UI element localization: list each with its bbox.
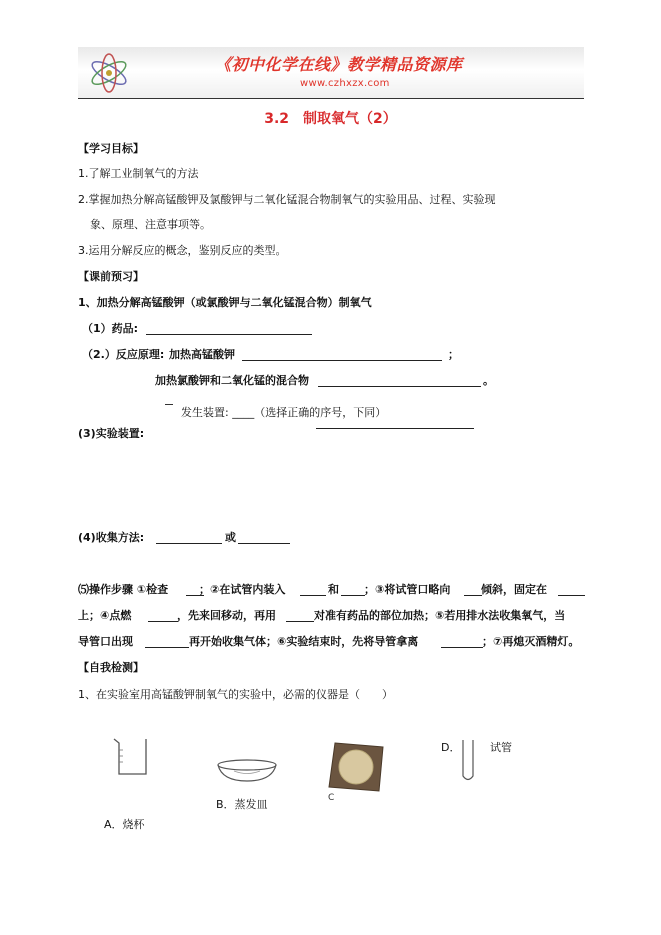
steps-line1-seg1: ⑸操作步骤 ①检查 [78, 583, 169, 596]
drugs-blank [146, 334, 312, 335]
page-title: 3.2 制取氧气（2） [264, 111, 397, 127]
atom-logo-icon [86, 52, 132, 94]
option-d: D． [441, 741, 461, 754]
device-note: 发生装置: ____（选择正确的序号，下同） [181, 406, 387, 419]
evaporating-dish-icon [214, 757, 280, 785]
steps-line1-seg4: ；③将试管口略向 [364, 583, 451, 596]
preview-heading: 【课前预习】 [78, 270, 144, 283]
banner-url: www.czhxzx.com [300, 78, 390, 89]
steps-blank [148, 621, 178, 622]
collect-blank-1 [156, 543, 222, 544]
steps-line2-seg3: 对准有药品的部位加热；⑤若用排水法收集氧气，当 [314, 609, 566, 622]
brace-mark [165, 404, 173, 405]
preview-section-1: 1、加热分解高锰酸钾（或氯酸钾与二氧化锰混合物）制氧气 [78, 296, 372, 309]
principle-kmno4-blank [242, 360, 442, 361]
steps-line1-seg5: 倾斜，固定在 [481, 583, 547, 596]
principle-label: （2.）反应原理: [82, 348, 165, 361]
selftest-question: 1、在实验室用高锰酸钾制氧气的实验中，必需的仪器是（ ） [78, 688, 393, 701]
test-tube-icon [460, 738, 476, 784]
steps-blank [341, 595, 365, 596]
option-c-mark: C [328, 793, 335, 803]
asbestos-gauze-icon [327, 739, 385, 793]
steps-line1-seg2: ；②在试管内装入 [199, 583, 286, 596]
device-blank [316, 428, 474, 429]
option-a: A．烧杯 [104, 818, 145, 831]
banner-title: 《初中化学在线》教学精品资源库 [215, 55, 463, 74]
steps-blank [286, 621, 314, 622]
objective-item-2-cont: 象、原理、注意事项等。 [90, 218, 211, 231]
steps-blank [558, 595, 585, 596]
steps-line3-seg3: ；⑦再熄灭酒精灯。 [482, 635, 580, 648]
principle-kmno4: 加热高锰酸钾 [169, 348, 235, 361]
collect-label: (4)收集方法: [78, 531, 145, 544]
steps-line3-seg2: 再开始收集气体；⑥实验结束时，先将导管拿离 [189, 635, 419, 648]
device-label: (3)实验装置: [78, 427, 145, 440]
steps-blank [441, 647, 483, 648]
collect-or: 或 [225, 531, 236, 544]
steps-blank [300, 595, 326, 596]
option-d-name: 试管 [490, 741, 512, 754]
option-b: B．蒸发皿 [216, 798, 268, 811]
steps-blank [464, 595, 482, 596]
principle-kclo3-blank [318, 386, 481, 387]
principle-period: 。 [483, 374, 494, 387]
steps-blank [145, 647, 189, 648]
steps-line1-seg3: 和 [328, 583, 339, 596]
principle-end: ； [448, 348, 459, 361]
principle-kclo3: 加热氯酸钾和二氧化锰的混合物 [155, 374, 309, 387]
objectives-heading: 【学习目标】 [78, 142, 144, 155]
objective-item-2: 2.掌握加热分解高锰酸钾及氯酸钾与二氧化锰混合物制氧气的实验用品、过程、实验现 [78, 193, 496, 206]
steps-line2-seg1: 上；④点燃 [78, 609, 132, 622]
beaker-icon [110, 736, 154, 778]
objective-item-3: 3.运用分解反应的概念，鉴别反应的类型。 [78, 244, 287, 257]
collect-blank-2 [238, 543, 290, 544]
drugs-label: （1）药品: [82, 322, 139, 335]
header-divider [78, 98, 584, 99]
selftest-heading: 【自我检测】 [78, 661, 144, 674]
objective-item-1: 1.了解工业制氧气的方法 [78, 167, 199, 180]
steps-line3-seg1: 导管口出现 [78, 635, 133, 648]
steps-line2-seg2: ，先来回移动，再用 [177, 609, 276, 622]
